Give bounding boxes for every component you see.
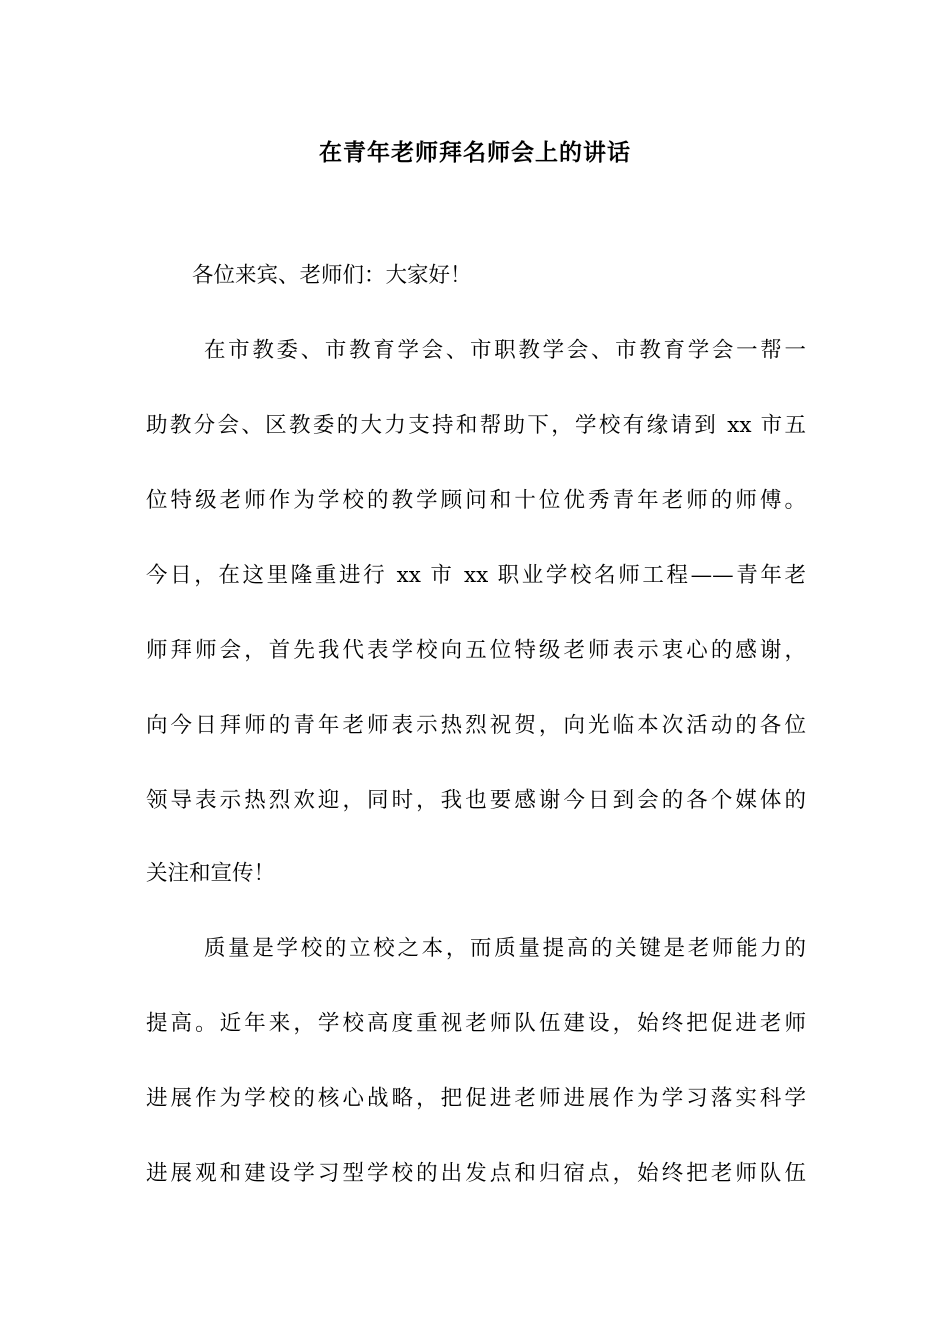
- paragraph-1-line-1: 在市教委、市教育学会、市职教学会、市教育学会一帮一: [204, 338, 806, 363]
- paragraph-1-line-2: 助教分会、区教委的大力支持和帮助下，学校有缘请到 xx 市五: [146, 413, 806, 438]
- paragraph-2-line-4: 进展观和建设学习型学校的出发点和归宿点，始终把老师队伍: [146, 1161, 806, 1186]
- document-title: 在青年老师拜名师会上的讲话: [319, 139, 631, 166]
- greeting-line: 各位来宾、老师们：大家好！: [192, 263, 472, 288]
- paragraph-1-line-6: 向今日拜师的青年老师表示热烈祝贺，向光临本次活动的各位: [146, 713, 806, 738]
- paragraph-2-line-3: 进展作为学校的核心战略，把促进老师进展作为学习落实科学: [146, 1086, 806, 1111]
- paragraph-1-line-3: 位特级老师作为学校的教学顾问和十位优秀青年老师的师傅。: [146, 488, 806, 513]
- paragraph-2-line-2: 提高。近年来，学校高度重视老师队伍建设，始终把促进老师: [146, 1011, 806, 1036]
- paragraph-1-line-4: 今日，在这里隆重进行 xx 市 xx 职业学校名师工程——青年老: [146, 563, 806, 588]
- paragraph-1-line-5: 师拜师会，首先我代表学校向五位特级老师表示衷心的感谢，: [146, 638, 806, 663]
- paragraph-1-line-8: 关注和宣传！: [146, 861, 276, 886]
- paragraph-2-line-1: 质量是学校的立校之本，而质量提高的关键是老师能力的: [204, 936, 806, 961]
- paragraph-1-line-7: 领导表示热烈欢迎，同时，我也要感谢今日到会的各个媒体的: [146, 788, 806, 813]
